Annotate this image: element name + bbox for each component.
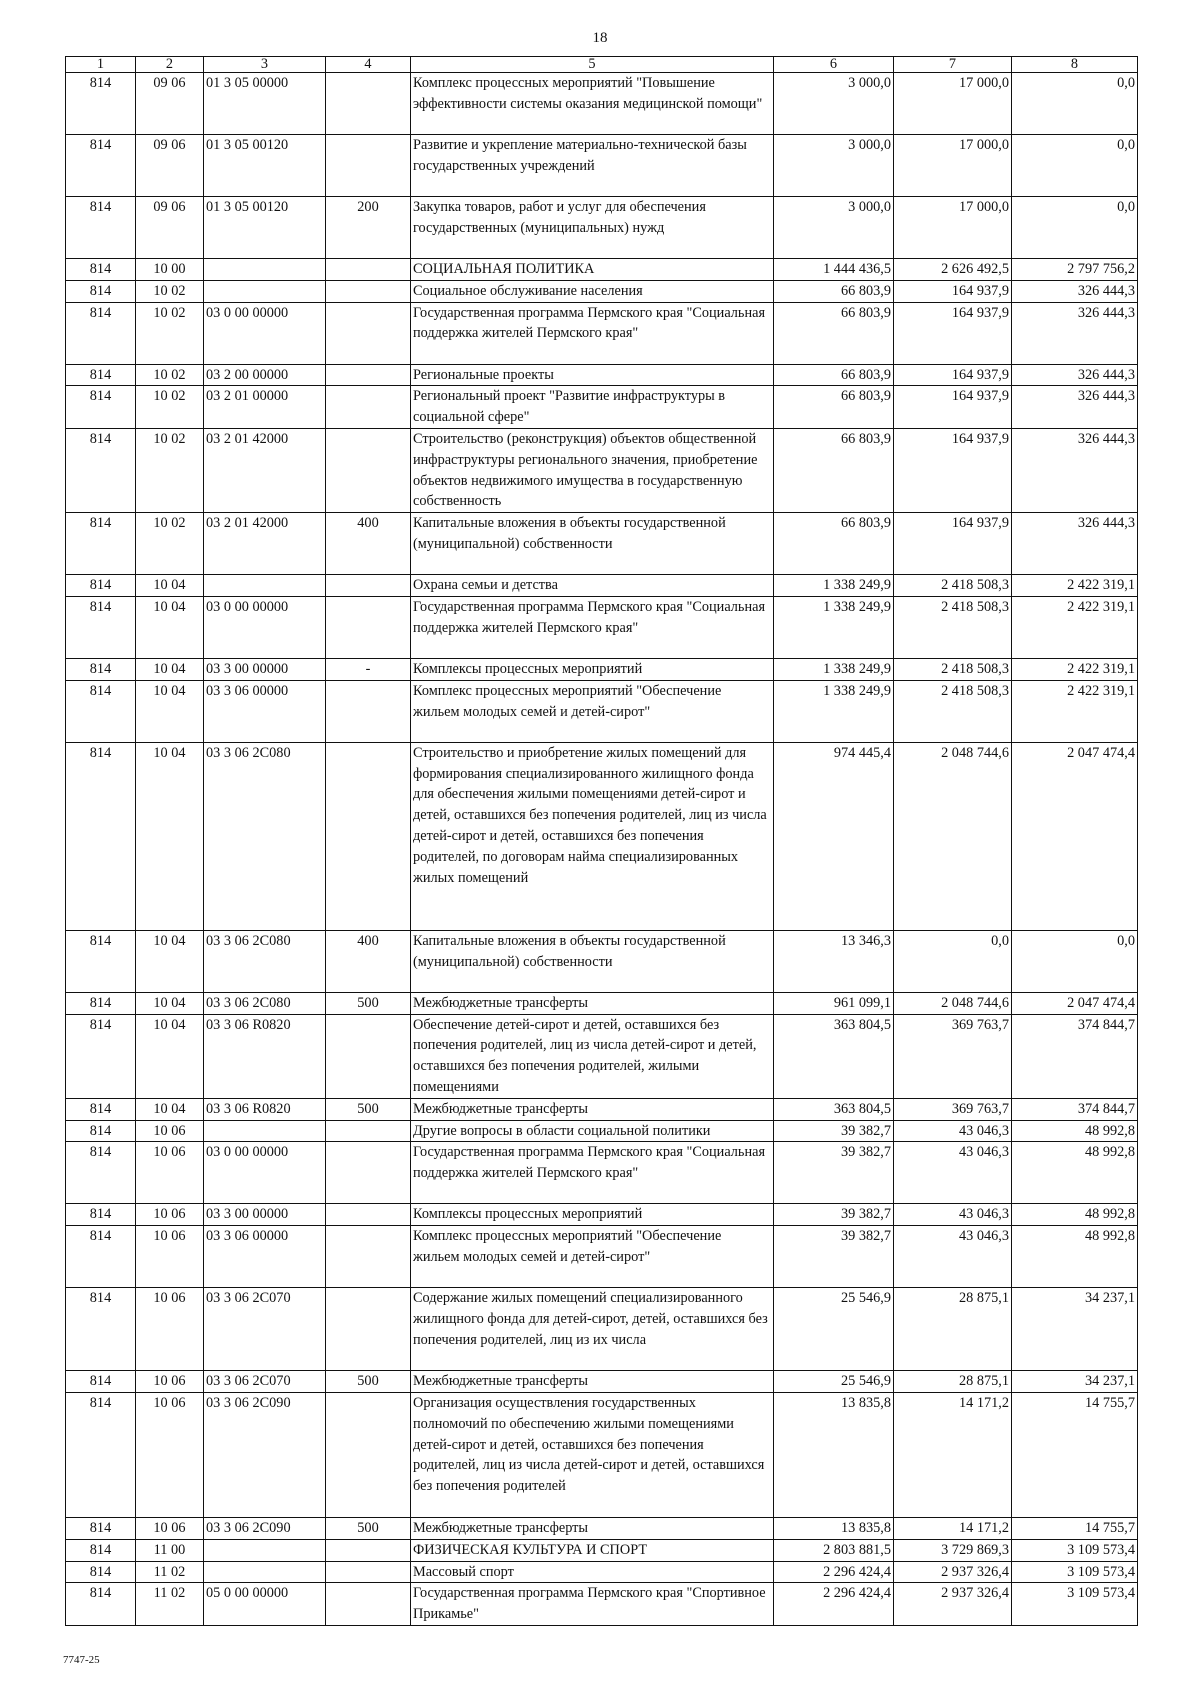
- description-cell: Комплексы процессных мероприятий: [411, 658, 774, 680]
- column-header-5: 5: [411, 57, 774, 73]
- amount-cell-8: 48 992,8: [1012, 1226, 1138, 1288]
- target-article-cell: 03 3 06 2С090: [204, 1392, 326, 1517]
- amount-cell-7: 43 046,3: [894, 1226, 1012, 1288]
- amount-cell-6: 66 803,9: [774, 428, 894, 512]
- admin-code-cell: 814: [66, 364, 136, 386]
- description-cell: Закупка товаров, работ и услуг для обеспечения государственных (муниципальных) нужд: [411, 197, 774, 259]
- expense-type-cell: [326, 742, 411, 930]
- amount-cell-6: 2 296 424,4: [774, 1561, 894, 1583]
- amount-cell-8: 326 444,3: [1012, 364, 1138, 386]
- admin-code-cell: 814: [66, 575, 136, 597]
- table-row: [66, 1098, 1138, 1120]
- amount-cell-6: 13 346,3: [774, 930, 894, 992]
- description-cell: Обеспечение детей-сирот и детей, оставшихся без попечения родителей, лиц из числа детей-сирот и детей, оставшихся без попечения родителей, жилыми помещениями: [411, 1014, 774, 1098]
- target-article-cell: 01 3 05 00120: [204, 135, 326, 197]
- target-article-cell: 03 3 06 R0820: [204, 1014, 326, 1098]
- table-row: [66, 1583, 1138, 1626]
- admin-code-cell: 814: [66, 930, 136, 992]
- amount-cell-7: 14 171,2: [894, 1392, 1012, 1517]
- amount-cell-8: 0,0: [1012, 73, 1138, 135]
- section-code-cell: 10 02: [136, 513, 204, 575]
- admin-code-cell: 814: [66, 1142, 136, 1204]
- target-article-cell: [204, 259, 326, 281]
- section-code-cell: 10 06: [136, 1226, 204, 1288]
- section-code-cell: 10 04: [136, 992, 204, 1014]
- table-row: [66, 575, 1138, 597]
- admin-code-cell: 814: [66, 197, 136, 259]
- section-code-cell: 10 02: [136, 280, 204, 302]
- amount-cell-8: 14 755,7: [1012, 1392, 1138, 1517]
- description-cell: Государственная программа Пермского края "Социальная поддержка жителей Пермского края": [411, 596, 774, 658]
- expense-type-cell: 400: [326, 930, 411, 992]
- section-code-cell: 10 04: [136, 1014, 204, 1098]
- admin-code-cell: 814: [66, 1288, 136, 1371]
- admin-code-cell: 814: [66, 1226, 136, 1288]
- amount-cell-6: 66 803,9: [774, 280, 894, 302]
- description-cell: Межбюджетные трансферты: [411, 1098, 774, 1120]
- amount-cell-8: 3 109 573,4: [1012, 1561, 1138, 1583]
- target-article-cell: [204, 1539, 326, 1561]
- amount-cell-6: 974 445,4: [774, 742, 894, 930]
- admin-code-cell: 814: [66, 1392, 136, 1517]
- expense-type-cell: 200: [326, 197, 411, 259]
- section-code-cell: 10 06: [136, 1142, 204, 1204]
- amount-cell-7: 164 937,9: [894, 364, 1012, 386]
- admin-code-cell: 814: [66, 1371, 136, 1393]
- expense-type-cell: [326, 1204, 411, 1226]
- amount-cell-8: 0,0: [1012, 197, 1138, 259]
- admin-code-cell: 814: [66, 513, 136, 575]
- section-code-cell: 10 04: [136, 1098, 204, 1120]
- amount-cell-6: 3 000,0: [774, 135, 894, 197]
- section-code-cell: 10 02: [136, 386, 204, 429]
- table-row: [66, 73, 1138, 135]
- table-row: [66, 364, 1138, 386]
- expense-type-cell: 500: [326, 1371, 411, 1393]
- amount-cell-6: 363 804,5: [774, 1014, 894, 1098]
- amount-cell-6: 39 382,7: [774, 1226, 894, 1288]
- table-row: [66, 135, 1138, 197]
- table-row: [66, 259, 1138, 281]
- amount-cell-7: 3 729 869,3: [894, 1539, 1012, 1561]
- target-article-cell: 03 3 06 R0820: [204, 1098, 326, 1120]
- amount-cell-8: 0,0: [1012, 135, 1138, 197]
- expense-type-cell: 500: [326, 992, 411, 1014]
- amount-cell-6: 1 444 436,5: [774, 259, 894, 281]
- amount-cell-8: 326 444,3: [1012, 513, 1138, 575]
- description-cell: Государственная программа Пермского края "Социальная поддержка жителей Пермского края": [411, 302, 774, 364]
- section-code-cell: 11 00: [136, 1539, 204, 1561]
- amount-cell-8: 2 797 756,2: [1012, 259, 1138, 281]
- description-cell: ФИЗИЧЕСКАЯ КУЛЬТУРА И СПОРТ: [411, 1539, 774, 1561]
- amount-cell-6: 66 803,9: [774, 386, 894, 429]
- amount-cell-8: 2 422 319,1: [1012, 658, 1138, 680]
- table-row: [66, 1517, 1138, 1539]
- amount-cell-7: 43 046,3: [894, 1204, 1012, 1226]
- admin-code-cell: 814: [66, 302, 136, 364]
- section-code-cell: 11 02: [136, 1583, 204, 1626]
- table-row: [66, 197, 1138, 259]
- table-row: [66, 658, 1138, 680]
- table-row: [66, 386, 1138, 429]
- table-row: [66, 1371, 1138, 1393]
- amount-cell-6: 39 382,7: [774, 1142, 894, 1204]
- target-article-cell: 03 3 06 2С070: [204, 1288, 326, 1371]
- table-row: [66, 992, 1138, 1014]
- amount-cell-7: 17 000,0: [894, 135, 1012, 197]
- expense-type-cell: [326, 596, 411, 658]
- expense-type-cell: 400: [326, 513, 411, 575]
- description-cell: Региональный проект "Развитие инфраструктуры в социальной сфере": [411, 386, 774, 429]
- section-code-cell: 10 06: [136, 1371, 204, 1393]
- target-article-cell: 03 3 06 2С090: [204, 1517, 326, 1539]
- expense-type-cell: 500: [326, 1517, 411, 1539]
- amount-cell-7: 14 171,2: [894, 1517, 1012, 1539]
- admin-code-cell: 814: [66, 1561, 136, 1583]
- table-row: [66, 280, 1138, 302]
- amount-cell-7: 2 937 326,4: [894, 1561, 1012, 1583]
- expense-type-cell: [326, 1288, 411, 1371]
- section-code-cell: 10 04: [136, 596, 204, 658]
- description-cell: Социальное обслуживание населения: [411, 280, 774, 302]
- table-row: [66, 1120, 1138, 1142]
- expense-type-cell: [326, 386, 411, 429]
- description-cell: Комплекс процессных мероприятий "Обеспечение жильем молодых семей и детей-сирот": [411, 1226, 774, 1288]
- amount-cell-8: 3 109 573,4: [1012, 1583, 1138, 1626]
- table-row: [66, 596, 1138, 658]
- amount-cell-6: 39 382,7: [774, 1120, 894, 1142]
- section-code-cell: 09 06: [136, 73, 204, 135]
- description-cell: Комплекс процессных мероприятий "Обеспечение жильем молодых семей и детей-сирот": [411, 680, 774, 742]
- admin-code-cell: 814: [66, 259, 136, 281]
- admin-code-cell: 814: [66, 992, 136, 1014]
- section-code-cell: 10 04: [136, 930, 204, 992]
- column-header-1: 1: [66, 57, 136, 73]
- amount-cell-6: 961 099,1: [774, 992, 894, 1014]
- target-article-cell: 03 0 00 00000: [204, 596, 326, 658]
- column-header-7: 7: [894, 57, 1012, 73]
- amount-cell-7: 369 763,7: [894, 1098, 1012, 1120]
- expense-type-cell: -: [326, 658, 411, 680]
- amount-cell-6: 25 546,9: [774, 1288, 894, 1371]
- admin-code-cell: 814: [66, 1120, 136, 1142]
- amount-cell-7: 164 937,9: [894, 386, 1012, 429]
- section-code-cell: 10 04: [136, 742, 204, 930]
- target-article-cell: 03 0 00 00000: [204, 1142, 326, 1204]
- budget-table: [65, 56, 1138, 1626]
- section-code-cell: 10 06: [136, 1204, 204, 1226]
- admin-code-cell: 814: [66, 658, 136, 680]
- amount-cell-6: 66 803,9: [774, 364, 894, 386]
- amount-cell-6: 39 382,7: [774, 1204, 894, 1226]
- column-header-6: 6: [774, 57, 894, 73]
- table-row: [66, 930, 1138, 992]
- amount-cell-7: 164 937,9: [894, 302, 1012, 364]
- amount-cell-7: 2 626 492,5: [894, 259, 1012, 281]
- admin-code-cell: 814: [66, 1517, 136, 1539]
- amount-cell-8: 3 109 573,4: [1012, 1539, 1138, 1561]
- description-cell: Другие вопросы в области социальной политики: [411, 1120, 774, 1142]
- description-cell: Содержание жилых помещений специализированного жилищного фонда для детей-сирот, детей, оставшихся без попечения родителей, лиц из их числа: [411, 1288, 774, 1371]
- expense-type-cell: [326, 1226, 411, 1288]
- target-article-cell: 01 3 05 00000: [204, 73, 326, 135]
- section-code-cell: 10 02: [136, 302, 204, 364]
- amount-cell-8: 326 444,3: [1012, 280, 1138, 302]
- table-row: [66, 680, 1138, 742]
- admin-code-cell: 814: [66, 135, 136, 197]
- amount-cell-6: 13 835,8: [774, 1517, 894, 1539]
- column-header-8: 8: [1012, 57, 1138, 73]
- description-cell: СОЦИАЛЬНАЯ ПОЛИТИКА: [411, 259, 774, 281]
- description-cell: Государственная программа Пермского края "Социальная поддержка жителей Пермского края": [411, 1142, 774, 1204]
- amount-cell-7: 43 046,3: [894, 1142, 1012, 1204]
- amount-cell-7: 164 937,9: [894, 513, 1012, 575]
- amount-cell-8: 326 444,3: [1012, 302, 1138, 364]
- amount-cell-7: 17 000,0: [894, 197, 1012, 259]
- admin-code-cell: 814: [66, 1539, 136, 1561]
- expense-type-cell: [326, 1539, 411, 1561]
- target-article-cell: 03 0 00 00000: [204, 302, 326, 364]
- amount-cell-8: 48 992,8: [1012, 1120, 1138, 1142]
- description-cell: Межбюджетные трансферты: [411, 1371, 774, 1393]
- target-article-cell: 03 3 06 2С070: [204, 1371, 326, 1393]
- header-row: [66, 57, 1138, 73]
- section-code-cell: 10 04: [136, 658, 204, 680]
- amount-cell-7: 164 937,9: [894, 280, 1012, 302]
- table-row: [66, 1392, 1138, 1517]
- amount-cell-8: 326 444,3: [1012, 386, 1138, 429]
- amount-cell-7: 2 418 508,3: [894, 596, 1012, 658]
- amount-cell-6: 2 296 424,4: [774, 1583, 894, 1626]
- section-code-cell: 10 06: [136, 1392, 204, 1517]
- description-cell: Капитальные вложения в объекты государственной (муниципальной) собственности: [411, 930, 774, 992]
- description-cell: Межбюджетные трансферты: [411, 992, 774, 1014]
- table-row: [66, 1288, 1138, 1371]
- expense-type-cell: [326, 1120, 411, 1142]
- section-code-cell: 10 00: [136, 259, 204, 281]
- amount-cell-8: 48 992,8: [1012, 1142, 1138, 1204]
- amount-cell-7: 2 937 326,4: [894, 1583, 1012, 1626]
- target-article-cell: 05 0 00 00000: [204, 1583, 326, 1626]
- target-article-cell: 03 2 01 42000: [204, 513, 326, 575]
- expense-type-cell: [326, 428, 411, 512]
- amount-cell-8: 34 237,1: [1012, 1371, 1138, 1393]
- admin-code-cell: 814: [66, 428, 136, 512]
- expense-type-cell: [326, 1142, 411, 1204]
- amount-cell-6: 25 546,9: [774, 1371, 894, 1393]
- target-article-cell: 03 2 01 42000: [204, 428, 326, 512]
- section-code-cell: 11 02: [136, 1561, 204, 1583]
- amount-cell-7: 2 418 508,3: [894, 658, 1012, 680]
- amount-cell-7: 2 048 744,6: [894, 742, 1012, 930]
- table-row: [66, 1014, 1138, 1098]
- description-cell: Охрана семьи и детства: [411, 575, 774, 597]
- amount-cell-7: 17 000,0: [894, 73, 1012, 135]
- amount-cell-7: 43 046,3: [894, 1120, 1012, 1142]
- amount-cell-7: 2 418 508,3: [894, 680, 1012, 742]
- amount-cell-7: 0,0: [894, 930, 1012, 992]
- column-header-4: 4: [326, 57, 411, 73]
- amount-cell-8: 0,0: [1012, 930, 1138, 992]
- document-code: 7747-25: [63, 1654, 100, 1666]
- section-code-cell: 10 06: [136, 1288, 204, 1371]
- table-row: [66, 1561, 1138, 1583]
- amount-cell-8: 48 992,8: [1012, 1204, 1138, 1226]
- amount-cell-6: 2 803 881,5: [774, 1539, 894, 1561]
- expense-type-cell: [326, 302, 411, 364]
- expense-type-cell: [326, 364, 411, 386]
- amount-cell-8: 374 844,7: [1012, 1098, 1138, 1120]
- table-row: [66, 742, 1138, 930]
- amount-cell-8: 2 422 319,1: [1012, 575, 1138, 597]
- amount-cell-8: 34 237,1: [1012, 1288, 1138, 1371]
- expense-type-cell: [326, 1014, 411, 1098]
- amount-cell-6: 66 803,9: [774, 513, 894, 575]
- amount-cell-8: 2 047 474,4: [1012, 992, 1138, 1014]
- amount-cell-8: 2 047 474,4: [1012, 742, 1138, 930]
- expense-type-cell: [326, 1561, 411, 1583]
- page-number: 18: [592, 30, 608, 46]
- admin-code-cell: 814: [66, 596, 136, 658]
- target-article-cell: 03 3 06 2С080: [204, 992, 326, 1014]
- target-article-cell: 03 3 06 00000: [204, 1226, 326, 1288]
- section-code-cell: 10 02: [136, 428, 204, 512]
- section-code-cell: 10 04: [136, 680, 204, 742]
- amount-cell-6: 363 804,5: [774, 1098, 894, 1120]
- section-code-cell: 09 06: [136, 197, 204, 259]
- target-article-cell: 03 3 06 00000: [204, 680, 326, 742]
- table-row: [66, 428, 1138, 512]
- expense-type-cell: [326, 259, 411, 281]
- amount-cell-7: 28 875,1: [894, 1288, 1012, 1371]
- amount-cell-8: 14 755,7: [1012, 1517, 1138, 1539]
- table-row: [66, 1204, 1138, 1226]
- admin-code-cell: 814: [66, 1583, 136, 1626]
- description-cell: Строительство и приобретение жилых помещений для формирования специализированного жилищного фонда для обеспечения жилыми помещениями детей-сирот и детей, оставшихся без попечения родителей, лиц из числа детей-сирот и детей, оставшихся без попечения родителей, по договорам найма специализированных жилых помещений: [411, 742, 774, 930]
- section-code-cell: 10 02: [136, 364, 204, 386]
- section-code-cell: 10 04: [136, 575, 204, 597]
- target-article-cell: [204, 1561, 326, 1583]
- target-article-cell: 01 3 05 00120: [204, 197, 326, 259]
- admin-code-cell: 814: [66, 386, 136, 429]
- column-header-3: 3: [204, 57, 326, 73]
- target-article-cell: 03 3 00 00000: [204, 1204, 326, 1226]
- expense-type-cell: [326, 73, 411, 135]
- amount-cell-8: 2 422 319,1: [1012, 680, 1138, 742]
- description-cell: Государственная программа Пермского края "Спортивное Прикамье": [411, 1583, 774, 1626]
- admin-code-cell: 814: [66, 680, 136, 742]
- target-article-cell: [204, 1120, 326, 1142]
- target-article-cell: 03 2 01 00000: [204, 386, 326, 429]
- description-cell: Комплексы процессных мероприятий: [411, 1204, 774, 1226]
- expense-type-cell: [326, 680, 411, 742]
- expense-type-cell: 500: [326, 1098, 411, 1120]
- amount-cell-6: 1 338 249,9: [774, 575, 894, 597]
- description-cell: Организация осуществления государственных полномочий по обеспечению жилыми помещениями детей-сирот и детей, оставшихся без попечения родителей, лиц из числа детей-сирот и детей, оставшихся без попечения родителей: [411, 1392, 774, 1517]
- table-row: [66, 1142, 1138, 1204]
- target-article-cell: 03 3 06 2С080: [204, 930, 326, 992]
- description-cell: Массовый спорт: [411, 1561, 774, 1583]
- expense-type-cell: [326, 280, 411, 302]
- description-cell: Региональные проекты: [411, 364, 774, 386]
- table-row: [66, 1226, 1138, 1288]
- amount-cell-8: 2 422 319,1: [1012, 596, 1138, 658]
- description-cell: Межбюджетные трансферты: [411, 1517, 774, 1539]
- section-code-cell: 10 06: [136, 1120, 204, 1142]
- target-article-cell: [204, 575, 326, 597]
- amount-cell-6: 1 338 249,9: [774, 596, 894, 658]
- amount-cell-6: 1 338 249,9: [774, 658, 894, 680]
- section-code-cell: 10 06: [136, 1517, 204, 1539]
- amount-cell-7: 369 763,7: [894, 1014, 1012, 1098]
- description-cell: Строительство (реконструкция) объектов общественной инфраструктуры регионального значения, приобретение объектов недвижимого имущества в государственную собственность: [411, 428, 774, 512]
- table-row: [66, 513, 1138, 575]
- admin-code-cell: 814: [66, 73, 136, 135]
- amount-cell-7: 28 875,1: [894, 1371, 1012, 1393]
- target-article-cell: [204, 280, 326, 302]
- target-article-cell: 03 3 06 2С080: [204, 742, 326, 930]
- expense-type-cell: [326, 575, 411, 597]
- expense-type-cell: [326, 1392, 411, 1517]
- amount-cell-6: 3 000,0: [774, 73, 894, 135]
- amount-cell-7: 164 937,9: [894, 428, 1012, 512]
- table-row: [66, 1539, 1138, 1561]
- table-row: [66, 302, 1138, 364]
- amount-cell-6: 66 803,9: [774, 302, 894, 364]
- description-cell: Развитие и укрепление материально-технической базы государственных учреждений: [411, 135, 774, 197]
- expense-type-cell: [326, 135, 411, 197]
- admin-code-cell: 814: [66, 1098, 136, 1120]
- target-article-cell: 03 3 00 00000: [204, 658, 326, 680]
- description-cell: Капитальные вложения в объекты государственной (муниципальной) собственности: [411, 513, 774, 575]
- target-article-cell: 03 2 00 00000: [204, 364, 326, 386]
- amount-cell-6: 1 338 249,9: [774, 680, 894, 742]
- admin-code-cell: 814: [66, 742, 136, 930]
- admin-code-cell: 814: [66, 1204, 136, 1226]
- amount-cell-7: 2 048 744,6: [894, 992, 1012, 1014]
- amount-cell-6: 3 000,0: [774, 197, 894, 259]
- amount-cell-7: 2 418 508,3: [894, 575, 1012, 597]
- amount-cell-8: 374 844,7: [1012, 1014, 1138, 1098]
- amount-cell-6: 13 835,8: [774, 1392, 894, 1517]
- amount-cell-8: 326 444,3: [1012, 428, 1138, 512]
- description-cell: Комплекс процессных мероприятий "Повышение эффективности системы оказания медицинской помощи": [411, 73, 774, 135]
- admin-code-cell: 814: [66, 280, 136, 302]
- section-code-cell: 09 06: [136, 135, 204, 197]
- admin-code-cell: 814: [66, 1014, 136, 1098]
- column-header-2: 2: [136, 57, 204, 73]
- expense-type-cell: [326, 1583, 411, 1626]
- table-body: [66, 73, 1138, 1626]
